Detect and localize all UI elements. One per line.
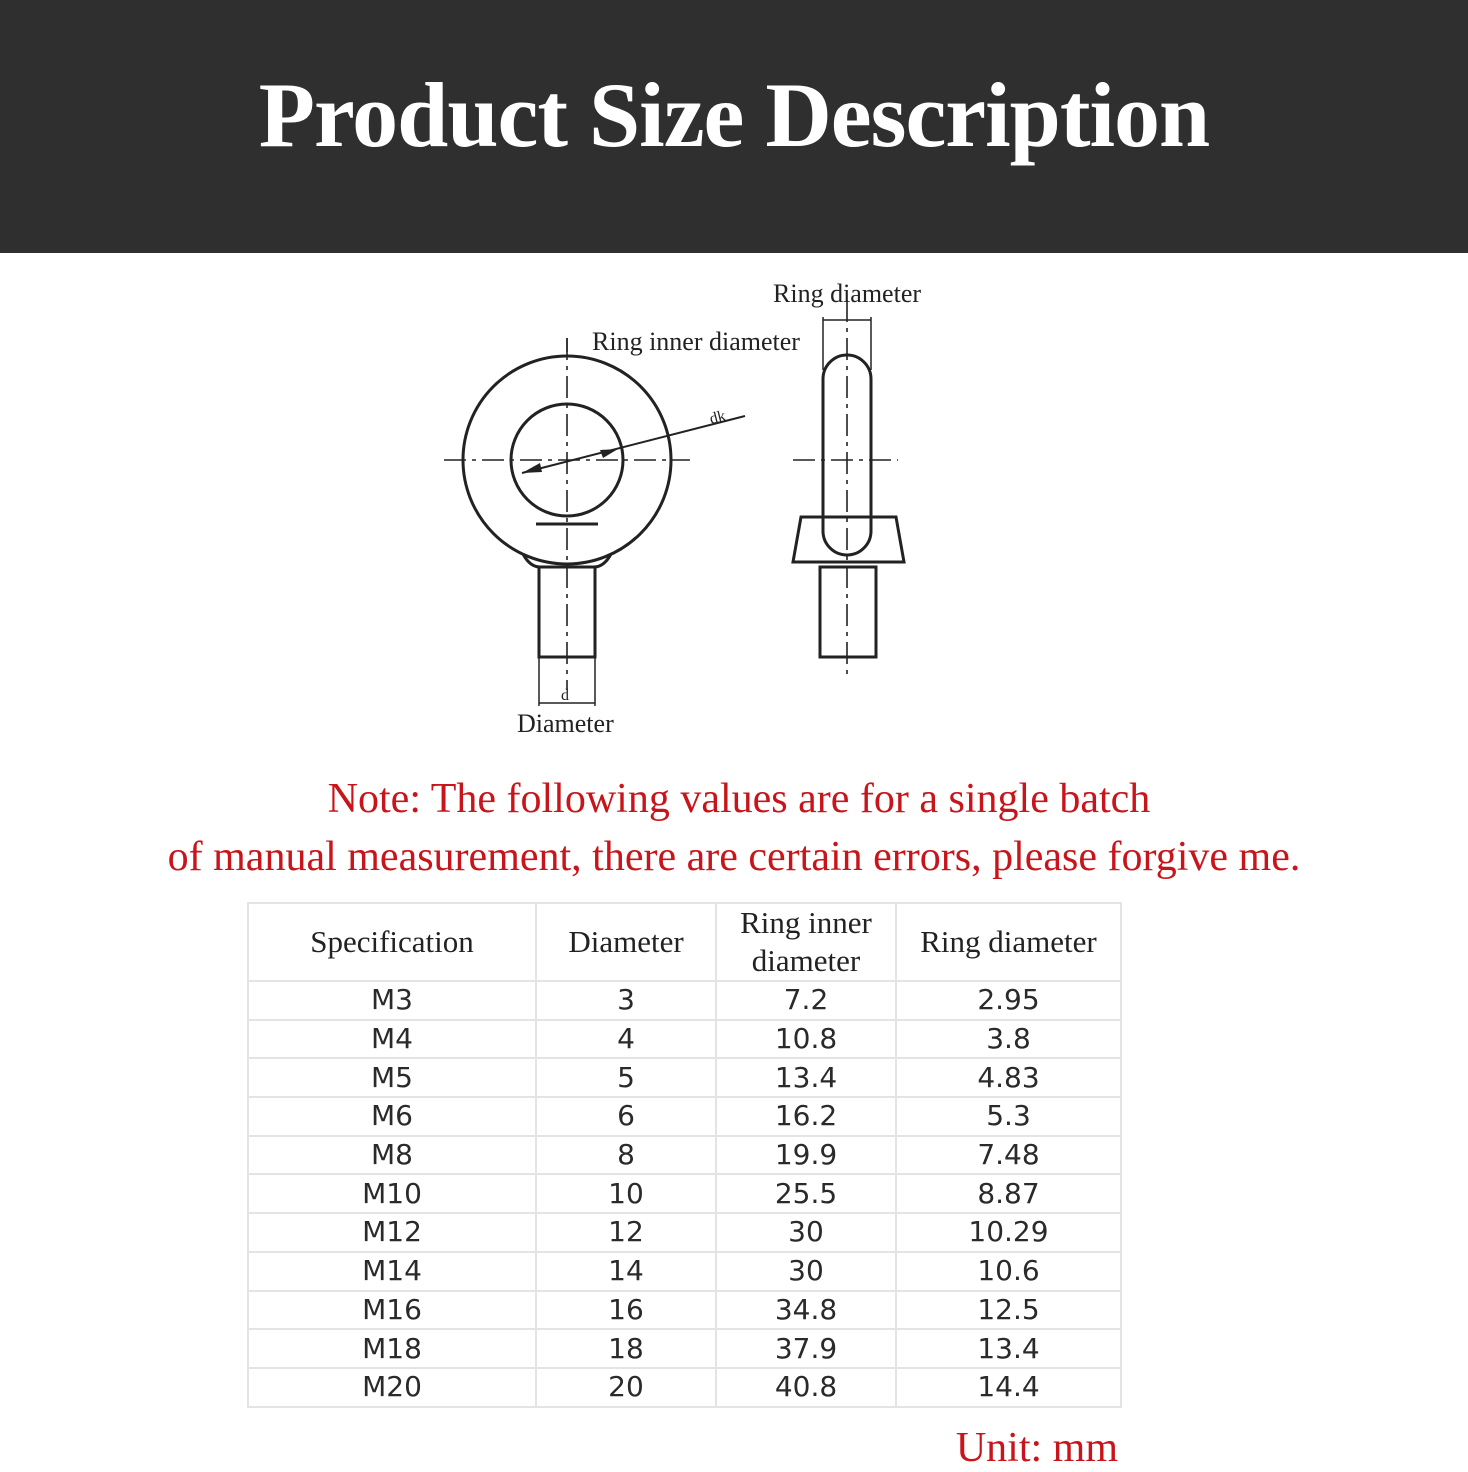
title-banner <box>0 0 1468 253</box>
table-row <box>248 1136 1121 1175</box>
cell-ring-diameter: 4.83 <box>896 1058 1121 1097</box>
cell-ring-diameter: 12.5 <box>896 1291 1121 1330</box>
cell-ring-diameter: 7.48 <box>896 1136 1121 1175</box>
cell-ring-diameter: 14.4 <box>896 1368 1121 1407</box>
cell-diameter: 18 <box>536 1329 716 1368</box>
cell-ring-diameter: 3.8 <box>896 1020 1121 1059</box>
cell-specification: M3 <box>248 981 536 1020</box>
cell-ring-inner-diameter: 30 <box>716 1252 896 1291</box>
cell-ring-inner-diameter: 7.2 <box>716 981 896 1020</box>
table-row <box>248 1252 1121 1291</box>
cell-ring-inner-diameter: 40.8 <box>716 1368 896 1407</box>
symbol-d: d <box>561 687 569 704</box>
table-row <box>248 1291 1121 1330</box>
cell-diameter: 16 <box>536 1291 716 1330</box>
cell-ring-diameter: 8.87 <box>896 1174 1121 1213</box>
header-ring-diameter: Ring diameter <box>896 903 1121 981</box>
page-title: Product Size Description <box>258 63 1210 166</box>
header-diameter: Diameter <box>536 903 716 981</box>
table-row <box>248 1213 1121 1252</box>
cell-ring-inner-diameter: 13.4 <box>716 1058 896 1097</box>
cell-specification: M8 <box>248 1136 536 1175</box>
side-shank <box>820 567 876 657</box>
cell-ring-diameter: 2.95 <box>896 981 1121 1020</box>
cell-diameter: 4 <box>536 1020 716 1059</box>
cell-specification: M4 <box>248 1020 536 1059</box>
cell-diameter: 14 <box>536 1252 716 1291</box>
cell-ring-diameter: 10.6 <box>896 1252 1121 1291</box>
cell-ring-inner-diameter: 30 <box>716 1213 896 1252</box>
cell-ring-diameter: 5.3 <box>896 1097 1121 1136</box>
note-line-2: of manual measurement, there are certain errors, please forgive me. <box>167 834 1301 880</box>
cell-specification: M20 <box>248 1368 536 1407</box>
cell-ring-inner-diameter: 16.2 <box>716 1097 896 1136</box>
label-ring-inner-diameter: Ring inner diameter <box>592 327 800 356</box>
cell-specification: M6 <box>248 1097 536 1136</box>
cell-ring-inner-diameter: 10.8 <box>716 1020 896 1059</box>
cell-specification: M10 <box>248 1174 536 1213</box>
cell-diameter: 3 <box>536 981 716 1020</box>
table-row <box>248 981 1121 1020</box>
cell-ring-inner-diameter: 37.9 <box>716 1329 896 1368</box>
cell-specification: M14 <box>248 1252 536 1291</box>
cell-diameter: 20 <box>536 1368 716 1407</box>
cell-ring-inner-diameter: 34.8 <box>716 1291 896 1330</box>
eye-bolt-diagram <box>0 253 1468 753</box>
table-row <box>248 1174 1121 1213</box>
label-diameter: Diameter <box>517 709 614 738</box>
note-line-1: Note: The following values are for a single batch <box>327 776 1151 822</box>
cell-diameter: 6 <box>536 1097 716 1136</box>
table-row <box>248 1368 1121 1407</box>
cell-specification: M16 <box>248 1291 536 1330</box>
cell-specification: M18 <box>248 1329 536 1368</box>
unit-label: Unit: mm <box>955 1425 1118 1471</box>
cell-ring-diameter: 13.4 <box>896 1329 1121 1368</box>
cell-specification: M5 <box>248 1058 536 1097</box>
cell-diameter: 10 <box>536 1174 716 1213</box>
table-row <box>248 1058 1121 1097</box>
cell-ring-inner-diameter: 25.5 <box>716 1174 896 1213</box>
cell-diameter: 8 <box>536 1136 716 1175</box>
cell-diameter: 5 <box>536 1058 716 1097</box>
header-ring-inner-diameter: Ring inner diameter <box>716 903 896 981</box>
cell-diameter: 12 <box>536 1213 716 1252</box>
symbol-dk: dk <box>707 407 728 428</box>
table-row <box>248 1097 1121 1136</box>
cell-ring-diameter: 10.29 <box>896 1213 1121 1252</box>
cell-ring-inner-diameter: 19.9 <box>716 1136 896 1175</box>
size-table <box>247 902 1122 1408</box>
header-specification: Specification <box>248 903 536 981</box>
cell-specification: M12 <box>248 1213 536 1252</box>
table-row <box>248 1020 1121 1059</box>
label-ring-diameter: Ring diameter <box>773 279 922 308</box>
table-row <box>248 1329 1121 1368</box>
table-header-row <box>248 903 1121 981</box>
